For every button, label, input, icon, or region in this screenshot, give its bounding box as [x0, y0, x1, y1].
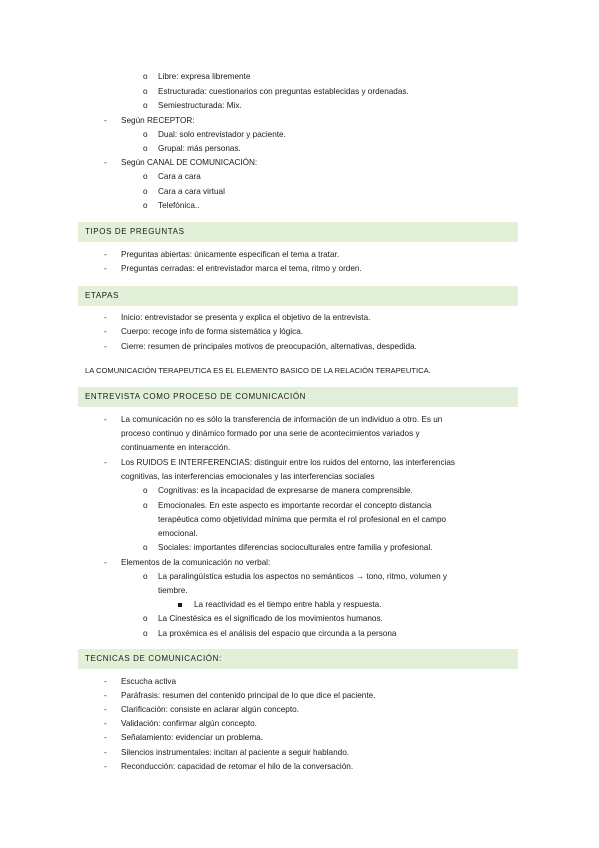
paragraph-comunicacion-l2: proceso continuo y dinámico formado por una serie de acontecimientos variados y	[121, 429, 420, 438]
dash-bullet-icon: -	[104, 313, 107, 322]
list-item-escucha: Escucha activa	[121, 677, 177, 686]
circle-bullet-icon: o	[143, 629, 148, 638]
square-bullet-icon	[178, 599, 182, 610]
dash-bullet-icon: -	[104, 733, 107, 742]
dash-bullet-icon: -	[104, 250, 107, 259]
list-item-abiertas: Preguntas abiertas: únicamente especifican el tema a tratar.	[121, 250, 339, 259]
list-item-emocionales-l3: emocional.	[158, 529, 198, 538]
list-item-paralinguistica-l2: tiembre.	[158, 586, 188, 595]
circle-bullet-icon: o	[143, 144, 148, 153]
list-item-cerradas: Preguntas cerradas: el entrevistador marca el tema, ritmo y orden.	[121, 264, 362, 273]
dash-bullet-icon: -	[104, 677, 107, 686]
paragraph-ruidos-l2: cognitivas, las interferencias emocionales y las interferencias sociales	[121, 472, 375, 481]
dash-bullet-icon: -	[104, 748, 107, 757]
circle-bullet-icon: o	[143, 501, 148, 510]
receptor-label: Según RECEPTOR:	[121, 116, 195, 125]
circle-bullet-icon: o	[143, 614, 148, 623]
section-heading-tecnicas-text: TECNICAS DE COMUNICACIÓN:	[85, 654, 222, 663]
dash-bullet-icon: -	[104, 264, 107, 273]
list-item-reconduccion: Reconducción: capacidad de retomar el hilo de la conversación.	[121, 762, 354, 771]
list-item-virtual: Cara a cara virtual	[158, 187, 225, 196]
list-item-paralinguistica-l1: La paralingüística estudia los aspectos no semánticos → tono, ritmo, volumen y	[158, 572, 447, 581]
circle-bullet-icon: o	[143, 543, 148, 552]
list-item-senalamiento: Señalamiento: evidenciar un problema.	[121, 733, 264, 742]
circle-bullet-icon: o	[143, 172, 148, 181]
paragraph-comunicacion-l3: continuamente en interacción.	[121, 443, 231, 452]
list-item-emocionales-l2: terapéutica como objetividad mínima que permita el rol profesional en el campo	[158, 515, 447, 524]
circle-bullet-icon: o	[143, 187, 148, 196]
dash-bullet-icon: -	[104, 342, 107, 351]
list-item-proxemica: La proxémica es el análisis del espacio que circunda a la persona	[158, 629, 397, 638]
section-heading-etapas-text: ETAPAS	[85, 291, 119, 300]
list-item-cierre: Cierre: resumen de principales motivos de preocupación, alternativas, despedida.	[121, 342, 417, 351]
dash-bullet-icon: -	[104, 158, 107, 167]
list-item-silencios: Silencios instrumentales: incitan al paciente a seguir hablando.	[121, 748, 350, 757]
list-item-inicio: Inicio: entrevistador se presenta y explica el objetivo de la entrevista.	[121, 313, 371, 322]
dash-bullet-icon: -	[104, 558, 107, 567]
note-text: LA COMUNICACIÓN TERAPEUTICA ES EL ELEMENTO BASICO DE LA RELACIÓN TERAPEUTICA.	[85, 366, 431, 375]
circle-bullet-icon: o	[143, 101, 148, 110]
list-item-validacion: Validación: confirmar algún concepto.	[121, 719, 257, 728]
list-item-sociales: Sociales: importantes diferencias socioculturales entre familia y profesional.	[158, 543, 433, 552]
section-heading-tecnicas	[78, 649, 518, 669]
section-heading-etapas	[78, 286, 518, 306]
dash-bullet-icon: -	[104, 458, 107, 467]
list-item-parafrasis: Paráfrasis: resumen del contenido principal de lo que dice el paciente.	[121, 691, 376, 700]
list-item-elementos: Elementos de la comunicación no verbal:	[121, 558, 271, 567]
circle-bullet-icon: o	[143, 130, 148, 139]
list-item-dual: Dual: solo entrevistador y paciente.	[158, 130, 286, 139]
circle-bullet-icon: o	[143, 72, 148, 81]
list-item-reactividad: La reactividad es el tiempo entre habla y respuesta.	[194, 600, 382, 609]
list-item-telefonica: Telefónica..	[158, 201, 200, 210]
paragraph-ruidos-l1: Los RUIDOS E INTERFERENCIAS: distinguir entre los ruidos del entorno, las interferencias	[121, 458, 456, 467]
list-item-semiestructurada: Semiestructurada: Mix.	[158, 101, 242, 110]
section-heading-tipos-text: TIPOS DE PREGUNTAS	[85, 227, 185, 236]
dash-bullet-icon: -	[104, 116, 107, 125]
dash-bullet-icon: -	[104, 327, 107, 336]
circle-bullet-icon: o	[143, 87, 148, 96]
list-item-cinestesica: La Cinestésica es el significado de los movimientos humanos.	[158, 614, 383, 623]
circle-bullet-icon: o	[143, 486, 148, 495]
list-item-cuerpo: Cuerpo: recoge info de forma sistemática y lógica.	[121, 327, 304, 336]
list-item-clarificacion: Clarificación: consiste en aclarar algún concepto.	[121, 705, 299, 714]
dash-bullet-icon: -	[104, 762, 107, 771]
dash-bullet-icon: -	[104, 719, 107, 728]
circle-bullet-icon: o	[143, 201, 148, 210]
canal-label: Según CANAL DE COMUNICACIÓN:	[121, 158, 258, 167]
list-item-libre: Libre: expresa libremente	[158, 72, 251, 81]
list-item-estructurada: Estructurada: cuestionarios con preguntas establecidas y ordenadas.	[158, 87, 409, 96]
list-item-emocionales-l1: Emocionales. En este aspecto es importante recordar el concepto distancia	[158, 501, 432, 510]
circle-bullet-icon: o	[143, 572, 148, 581]
section-heading-proceso-text: ENTREVISTA COMO PROCESO DE COMUNICACIÓN	[85, 392, 307, 401]
section-heading-tipos	[78, 222, 518, 242]
dash-bullet-icon: -	[104, 705, 107, 714]
dash-bullet-icon: -	[104, 415, 107, 424]
list-item-grupal: Grupal: más personas.	[158, 144, 241, 153]
paragraph-comunicacion-l1: La comunicación no es sólo la transferencia de información de un individuo a otro. Es un	[121, 415, 443, 424]
list-item-cognitivas: Cognitivas: es la incapacidad de expresarse de manera comprensible.	[158, 486, 413, 495]
section-heading-proceso	[78, 387, 518, 407]
list-item-cara: Cara a cara	[158, 172, 201, 181]
dash-bullet-icon: -	[104, 691, 107, 700]
